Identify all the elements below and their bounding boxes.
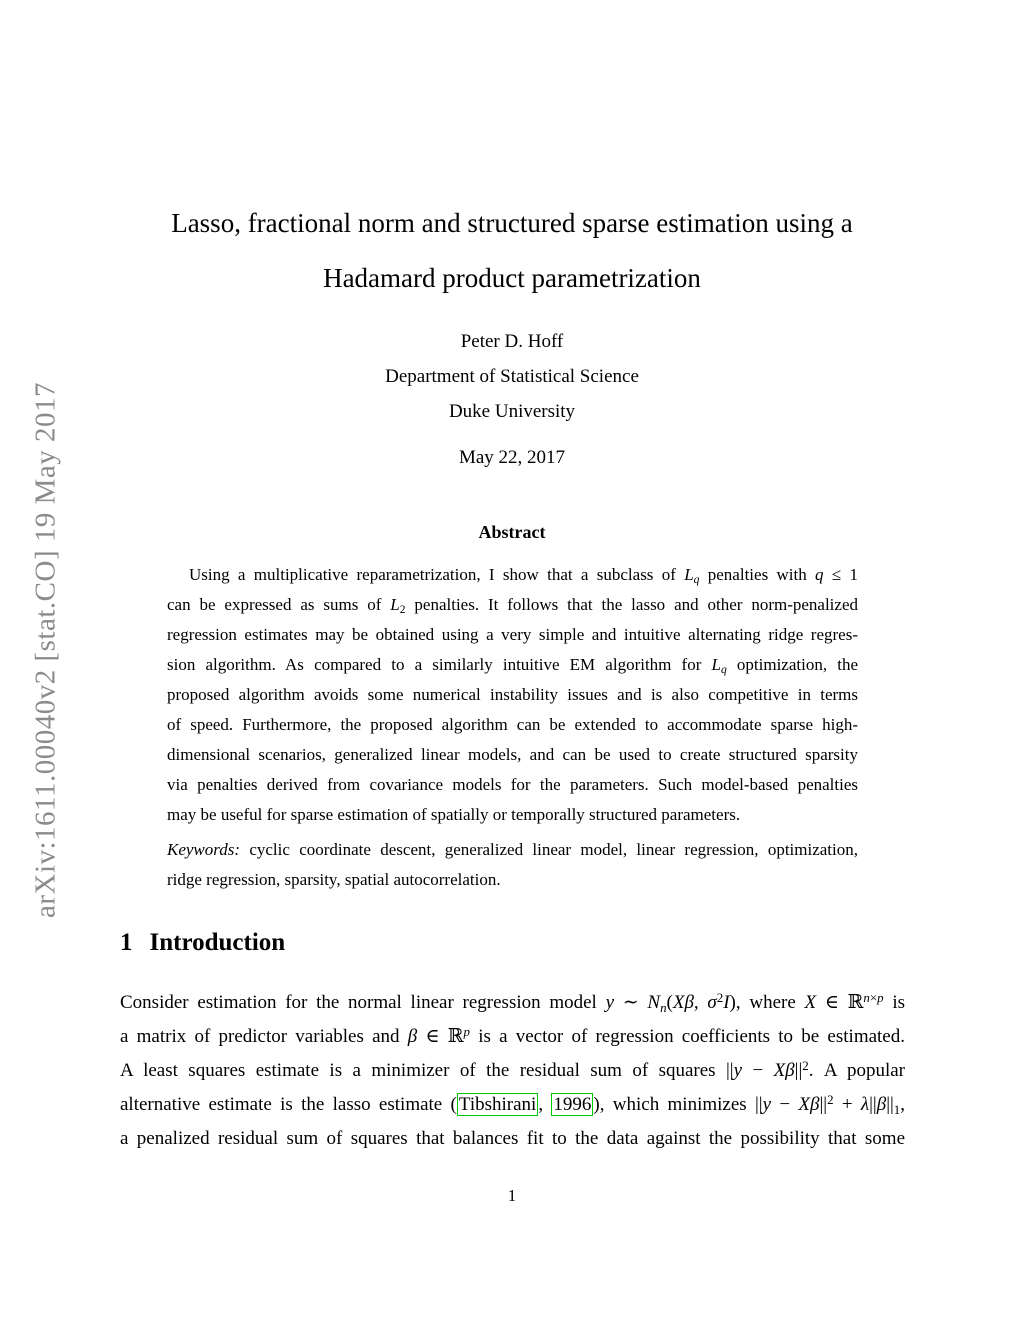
abstract-heading: Abstract [478, 522, 546, 542]
author-name: Peter D. Hoff [460, 331, 564, 352]
keywords [167, 835, 858, 895]
text-line: Using a multiplicative reparametrization, I show that a subclass of $L_q$ penalties with q ≤ 1 [189, 565, 858, 587]
text-line: via penalties derived from covariance models for the parameters. Such model-based penalties [167, 775, 858, 794]
paper-title-line2: Hadamard product parametrization [323, 263, 701, 293]
paper-date: May 22, 2017 [458, 447, 566, 468]
abstract-text [167, 560, 858, 830]
text-line: a matrix of predictor variables and β ∈ ℝ$^p$ is a vector of regression coefficients to be estimated. [120, 1024, 905, 1047]
text-line: of speed. Furthermore, the proposed algorithm can be extended to accommodate sparse high- [167, 715, 858, 734]
text-line: may be useful for sparse estimation of spatially or temporally structured parameters. [167, 805, 741, 824]
text-line: A least squares estimate is a minimizer of the residual sum of squares $||y - X\beta||^2$. A popular [120, 1058, 906, 1081]
paper-title-line1: Lasso, fractional norm and structured sparse estimation using a [171, 208, 853, 238]
section-title: Introduction [149, 929, 286, 956]
text-line: sion algorithm. As compared to a similarly intuitive EM algorithm for $L_q$ optimization, the [167, 655, 858, 677]
citation-link[interactable]: 1996 [553, 1094, 592, 1115]
text-line: alternative estimate is the lasso estimate ( Tibshirani , 1996 ), which minimizes $||y - X\beta||^2 + \lambda||\beta||_1$, [120, 1092, 905, 1117]
paper-title [62, 196, 962, 306]
text-line: a penalized residual sum of squares that balances fit to the data against the possibility that some [120, 1128, 905, 1149]
author-block [0, 324, 1024, 429]
author-university: Duke University [448, 401, 576, 422]
introduction-paragraph [120, 986, 905, 1156]
text-line: proposed algorithm avoids some numerical instability issues and is also competitive in terms [167, 685, 858, 704]
text-line: ridge regression, sparsity, spatial autocorrelation. [167, 870, 501, 889]
page-number: 1 [507, 1186, 517, 1205]
section-number: 1 [120, 929, 133, 956]
author-department: Department of Statistical Science [385, 366, 639, 387]
text-line: Keywords: cyclic coordinate descent, generalized linear model, linear regression, optimization, [167, 840, 858, 859]
citation-link[interactable]: Tibshirani [458, 1094, 537, 1115]
text-line: Consider estimation for the normal linear regression model y ∼ $N_n(X\beta$, $\sigma^2I$), where X ∈ ℝ$^{n\times p}$ is [120, 990, 905, 1015]
text-line: regression estimates may be obtained using a very simple and intuitive alternating ridge regres- [167, 625, 858, 644]
section-heading-introduction [120, 929, 285, 957]
text-line: dimensional scenarios, generalized linear models, and can be used to create structured sparsity [167, 745, 858, 764]
text-line: can be expressed as sums of $L_2$ penalties. It follows that the lasso and other norm-penalized [167, 595, 858, 617]
arxiv-watermark: arXiv:1611.00040v2 [stat.CO] 19 May 2017 [29, 381, 62, 919]
